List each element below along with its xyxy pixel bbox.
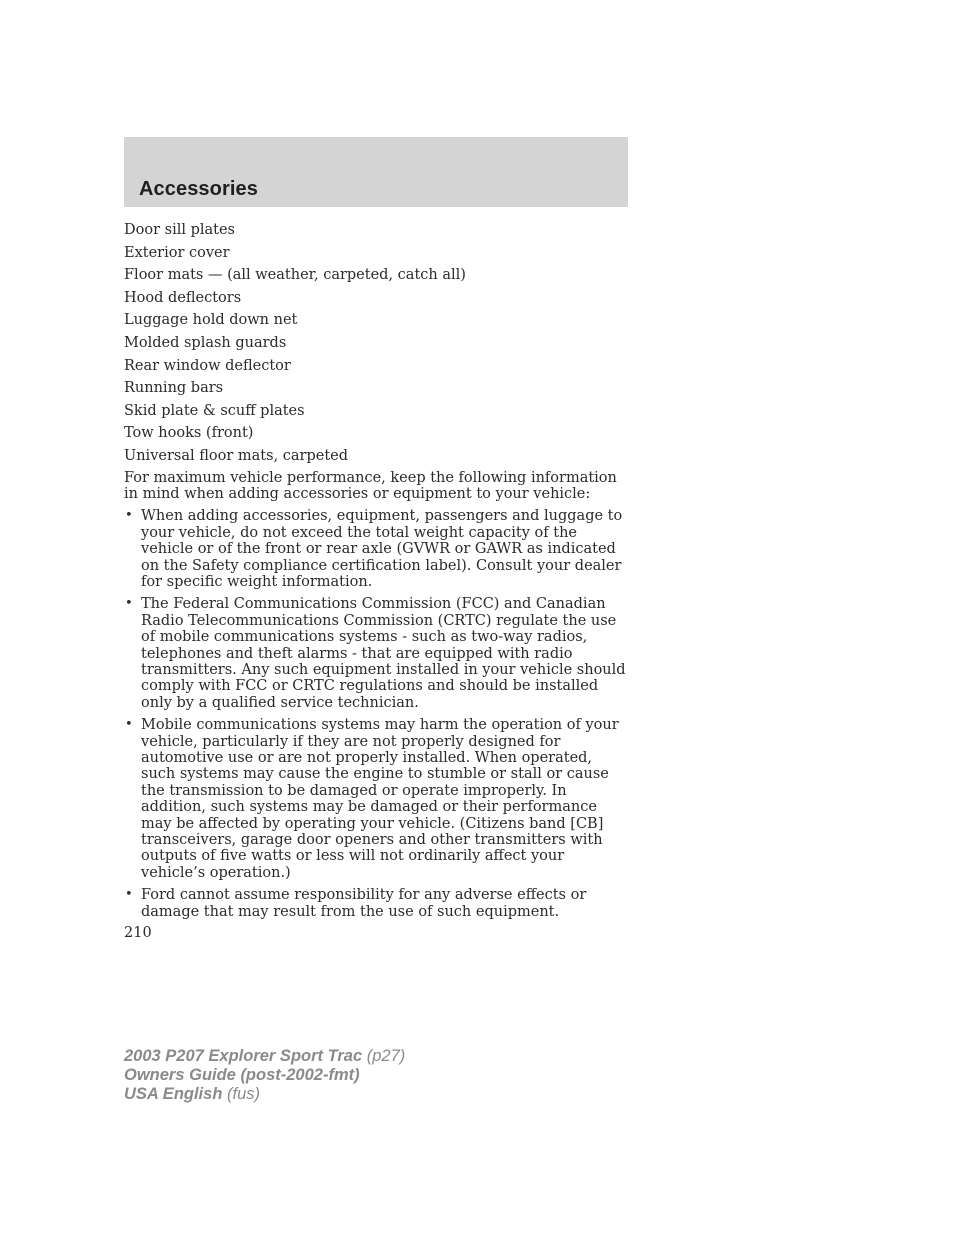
accessory-item: Hood deflectors <box>124 289 242 306</box>
accessory-item: Floor mats — (all weather, carpeted, catch all) <box>124 267 466 284</box>
bullet-icon: • <box>125 596 133 612</box>
accessory-item: Running bars <box>124 380 224 397</box>
footer-guide: Owners Guide (post-2002-fmt) <box>124 1066 360 1084</box>
footer-line-3 <box>124 1085 405 1104</box>
footer-model: 2003 P207 Explorer Sport Trac <box>124 1047 363 1065</box>
footer-line-1 <box>124 1047 405 1066</box>
bullet-text: Ford cannot assume responsibility for any adverse effects or damage that may result from the use of such equipment. <box>141 887 587 920</box>
bullet-icon: • <box>125 887 133 903</box>
section-title: Accessories <box>139 178 258 200</box>
footer-model-code: (p27) <box>366 1047 406 1065</box>
bullet-item <box>124 887 628 920</box>
page-content <box>124 219 628 926</box>
accessory-item: Molded splash guards <box>124 334 287 351</box>
accessory-item: Door sill plates <box>124 222 236 238</box>
bullet-item <box>124 717 628 881</box>
intro-paragraph: For maximum vehicle performance, keep the following information in mind when adding accessories or equipment to your vehicle: <box>124 469 617 502</box>
bullet-item <box>124 508 628 590</box>
bullet-icon: • <box>125 508 133 524</box>
accessory-item: Skid plate & scuff plates <box>124 402 305 419</box>
accessory-item: Luggage hold down net <box>124 312 298 329</box>
accessory-item: Universal floor mats, carpeted <box>124 447 349 464</box>
bullet-icon: • <box>125 717 133 733</box>
accessory-item: Tow hooks (front) <box>124 425 254 442</box>
footer-language-code: (fus) <box>227 1085 260 1103</box>
page-number: 210 <box>124 925 152 941</box>
bullet-text: When adding accessories, equipment, passengers and luggage to your vehicle, do not exceed the total weight capacity of the vehicle or of the front or rear axle (GVWR or GAWR as indicated on the Safety compliance certification label). Consult your dealer for specific weight information. <box>141 508 623 590</box>
bullet-text: The Federal Communications Commission (FCC) and Canadian Radio Telecommunications Commission (CRTC) regulate the use of mobile communications systems - such as two-way radios, telephones and theft alarms - that are equipped with radio transmitters. Any such equipment installed in your vehicle should comply with FCC or CRTC regulations and should be installed only by a qualified service technician. <box>141 596 626 711</box>
document-footer <box>124 1047 405 1104</box>
bullet-item <box>124 596 628 711</box>
accessory-item: Exterior cover <box>124 244 230 261</box>
bullet-list <box>124 508 628 920</box>
section-header-band <box>124 137 628 207</box>
bullet-text: Mobile communications systems may harm the operation of your vehicle, particularly if they are not properly designed for automotive use or are not properly installed. When operated, such systems may cause the engine to stumble or stall or cause the transmission to be damaged or operate improperly. In addition, such systems may be damaged or their performance may be affected by operating your vehicle. (Citizens band [CB] transceivers, garage door openers and other transmitters with outputs of five watts or less will not ordinarily affect your vehicle’s operation.) <box>141 717 619 881</box>
footer-language: USA English <box>124 1085 223 1103</box>
footer-line-2 <box>124 1066 405 1085</box>
accessory-list <box>124 219 628 468</box>
accessory-item: Rear window deflector <box>124 357 291 374</box>
